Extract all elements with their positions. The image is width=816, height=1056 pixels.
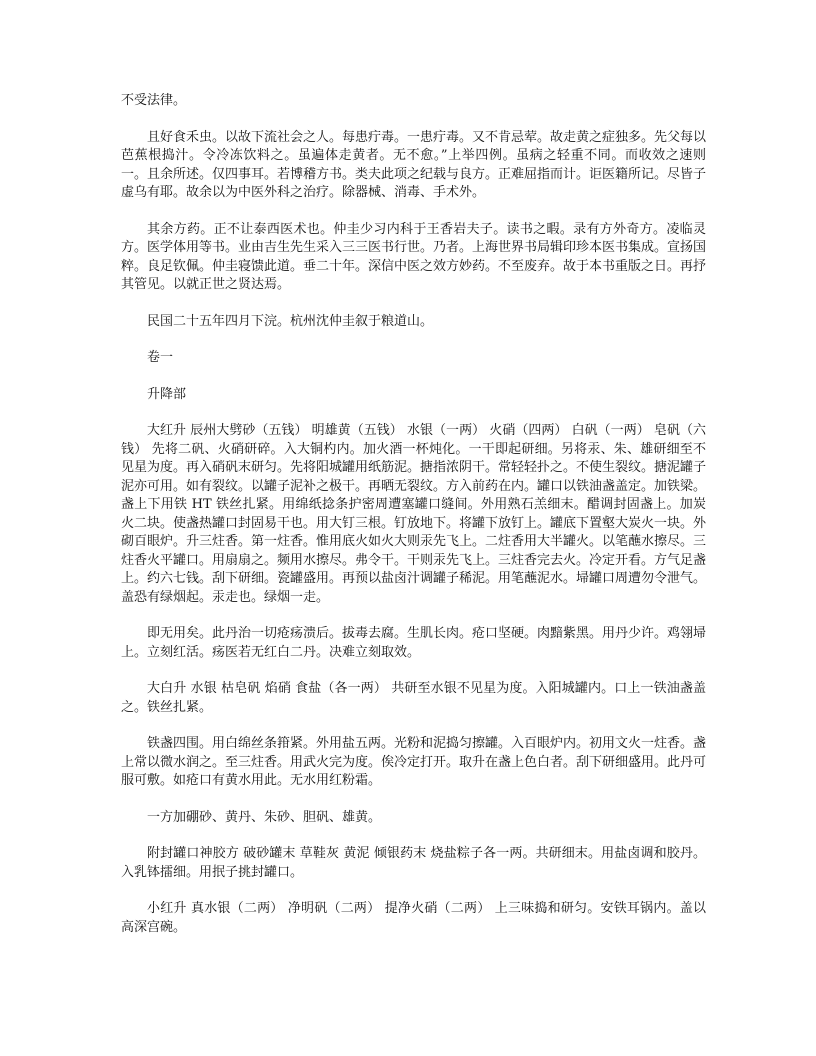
paragraph: 民国二十五年四月下浣。杭州沈仲圭叙于粮道山。 <box>147 313 434 329</box>
paragraph: 其余方药。正不让泰西医术也。仲圭少习内科于王香岩夫子。读书之暇。录有方外奇方。凌临灵方。医学体用等书。业由吉生先生采入三三医书行世。乃者。上海世界书局辑印珍本医书集成。宣扬国粹。良足钦佩。仲圭寝馈此道。垂二十年。深信中医之效方妙药。不至废弃。故于本书重版之日。再抒其管见。以就正世之贤达焉。 <box>121 221 707 292</box>
paragraph: 小红升 真水银（二两） 净明矾（二两） 提净火硝（二两） 上三味捣和研匀。安铁耳锅内。盖以高深宫碗。 <box>121 901 706 935</box>
paragraph: 大红升 辰州大劈砂（五钱） 明雄黄（五钱） 水银（一两） 火硝（四两） 白矾（一两） 皂矾（六钱） 先将二矾、火硝研碎。入大铜杓内。加火酒一杯炖化。一干即起研细。另将汞、朱、雄研细至不见星为度。再入硝矾末研匀。先将阳城罐用纸筋泥。搪指浓阴干。常轻轻扑之。不使生裂纹。搪泥罐子泥亦可用。如有裂纹。以罐子泥补之极干。再晒无裂纹。方入前药在内。罐口以铁油盏盖定。加铁梁。盏上下用铁 HT 铁丝扎紧。用绵纸捻条护密周遭塞罐口缝间。外用熟石羔细末。醋调封固盏上。加炭火二块。使盏热罐口封固易干也。用大钉三根。钉放地下。将罐下放钉上。罐底下置壑大炭火一块。外砌百眼炉。升三炷香。第一炷香。惟用底火如火大则汞先飞上。二炷香用大半罐火。以笔蘸水擦尽。三炷香火平罐口。用扇扇之。频用水擦尽。弗令干。干则汞先飞上。三炷香完去火。冷定开看。方气足盏上。约六七钱。刮下研细。瓷罐盛用。再预以盐卤汁调罐子稀泥。用笔蘸泥水。埽罐口周遭勿令泄气。盖恐有绿烟起。汞走也。绿烟一走。 <box>121 423 707 605</box>
paragraph: 附封罐口神胶方 破砂罐末 草鞋灰 黄泥 倾银药末 烧盐粽子各一两。共研细末。用盐卤调和胶丹。入乳钵擂细。用抿子挑封罐口。 <box>121 846 706 880</box>
section-heading: 升降部 <box>147 386 187 402</box>
paragraph: 不受法律。 <box>121 93 187 108</box>
paragraph: 一方加硼砂、黄丹、朱砂、胆矾、雄黄。 <box>147 809 382 825</box>
paragraph: 即无用矣。此丹治一切疮疡溃后。拔毒去腐。生肌长肉。疮口坚硬。肉黯紫黑。用丹少许。鸡翎埽上。立刻红活。疡医若无红白二丹。决难立刻取效。 <box>121 626 707 660</box>
volume-heading: 卷一 <box>147 350 174 365</box>
paragraph: 大白升 水银 枯皂矾 焰硝 食盐（各一两） 共研至水银不见星为度。入阳城罐内。口上一铁油盏盖之。铁丝扎紧。 <box>121 681 706 715</box>
paragraph: 且好食禾虫。以故下流社会之人。每患疔毒。一患疔毒。又不肯忌荤。故走黄之症独多。先父每以芭蕉根捣汁。令冷冻饮料之。虽遍体走黄者。无不愈。”上举四例。虽病之轻重不同。而收效之速则一。且余所述。仅四事耳。若博稽方书。类夫此项之纪载与良方。正难屈指而计。讵医籍所记。尽皆子虚乌有耶。故余以为中医外科之治疗。除器械、消毒、手术外。 <box>121 129 707 200</box>
paragraph: 铁盏四围。用白绵丝条箝紧。外用盐五两。光粉和泥捣匀擦罐。入百眼炉内。初用文火一炷香。盏上常以微水润之。至三炷香。用武火完为度。俟冷定打开。取升在盏上色白者。刮下研细盛用。此丹可服可敷。如疮口有黄水用此。无水用红粉霜。 <box>121 736 707 788</box>
